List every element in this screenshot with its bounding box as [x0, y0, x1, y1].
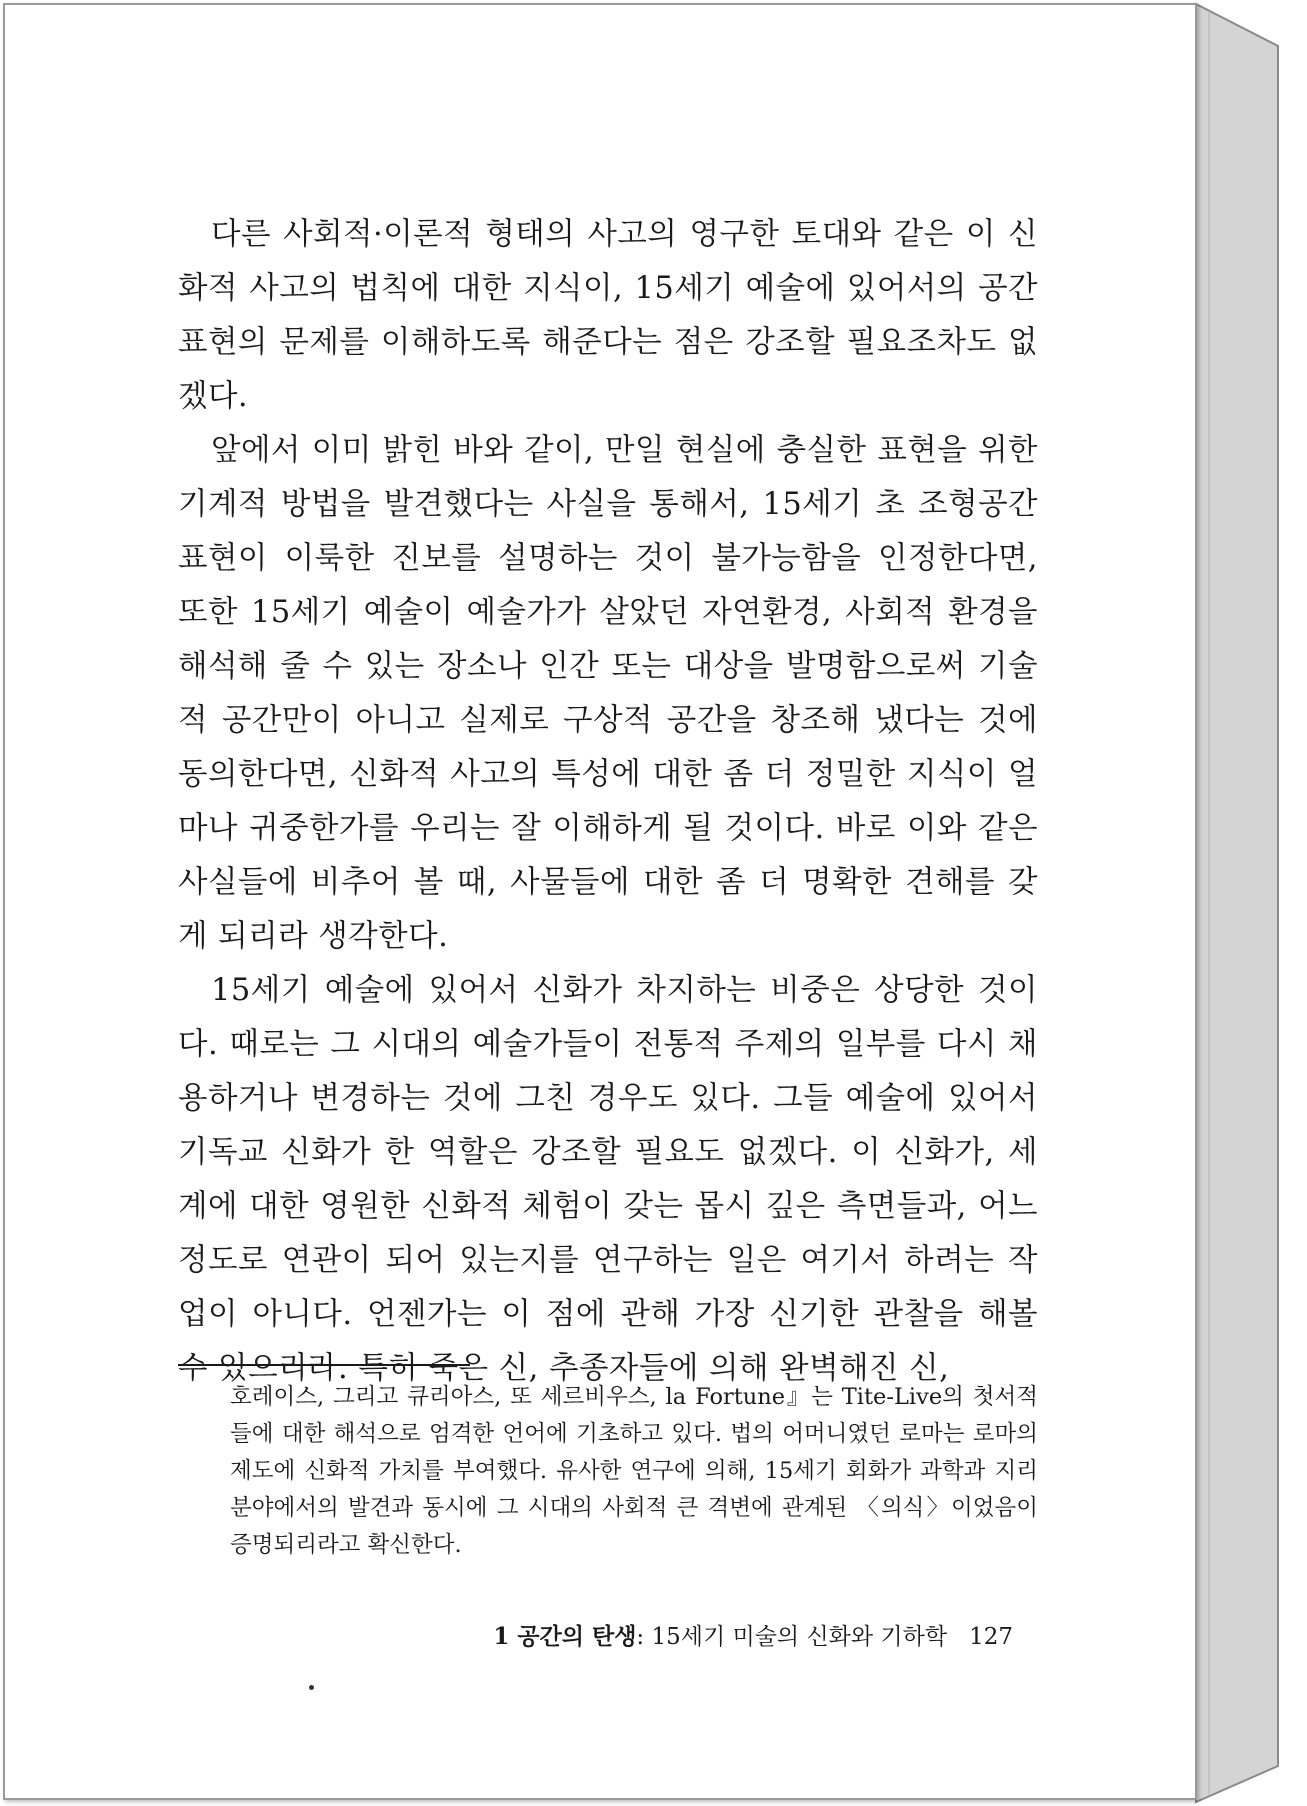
- book-side-thickness: [1196, 4, 1278, 1802]
- footer-book-subtitle: : 15세기 미술의 신화와 기하학: [636, 1624, 948, 1650]
- book-page: [3, 3, 1197, 1800]
- footnote-divider: [178, 1364, 470, 1366]
- running-footer: [465, 1621, 1013, 1653]
- footer-chapter-title: 1 공간의 탄생: [493, 1623, 637, 1650]
- paragraph-3: 15세기 예술에 있어서 신화가 차지하는 비중은 상당한 것이다. 때로는 그 시대의 예술가들이 전통적 주제의 일부를 다시 채용하거나 변경하는 것에 그친 경우도 있다. 그들 예술에 있어서 기독교 신화가 한 역할은 강조할 필요도 없겠다. 이 신화가, 세계에 대한 영원한 신화적 체험이 갖는 몹시 깊은 측면들과, 어느 정도로 연관이 되어 있는지를 연구하는 일은 여기서 하려는 작업이 아니다. 언젠가는 이 점에 관해 가장 신기한 관찰을 해볼 수 있으리라. 특히 죽은 신, 추종자들에 의해 완벽해진 신,: [178, 973, 1038, 1386]
- print-speck: [309, 1685, 314, 1690]
- page-number: 127: [969, 1624, 1013, 1650]
- paragraph-1: 다른 사회적·이론적 형태의 사고의 영구한 토대와 같은 이 신화적 사고의 법칙에 대한 지식이, 15세기 예술에 있어서의 공간 표현의 문제를 이해하도록 해준다는 점은 강조할 필요조차도 없겠다.: [178, 217, 1038, 414]
- body-text: [178, 208, 1038, 1396]
- paragraph-2: 앞에서 이미 밝힌 바와 같이, 만일 현실에 충실한 표현을 위한 기계적 방법을 발견했다는 사실을 통해서, 15세기 초 조형공간 표현이 이룩한 진보를 설명하는 것이 불가능함을 인정한다면, 또한 15세기 예술이 예술가가 살았던 자연환경, 사회적 환경을 해석해 줄 수 있는 장소나 인간 또는 대상을 발명함으로써 기술적 공간만이 아니고 실제로 구상적 공간을 창조해 냈다는 것에 동의한다면, 신화적 사고의 특성에 대한 좀 더 정밀한 지식이 얼마나 귀중한가를 우리는 잘 이해하게 될 것이다. 바로 이와 같은 사실들에 비추어 볼 때, 사물들에 대한 좀 더 명확한 견해를 갖게 되리라 생각한다.: [178, 433, 1038, 954]
- footnote-text: 호레이스, 그리고 큐리아스, 또 세르비우스, la Fortune』는 Tite-Live의 첫서적들에 대한 해석으로 엄격한 언어에 기초하고 있다. 법의 어머니였던 로마는 로마의 제도에 신화적 가치를 부여했다. 유사한 연구에 의해, 15세기 회화가 과학과 지리 분야에서의 발견과 동시에 그 시대의 사회적 큰 격변에 관계된 〈의식〉이었음이 증명되리라고 확신한다.: [230, 1384, 1038, 1558]
